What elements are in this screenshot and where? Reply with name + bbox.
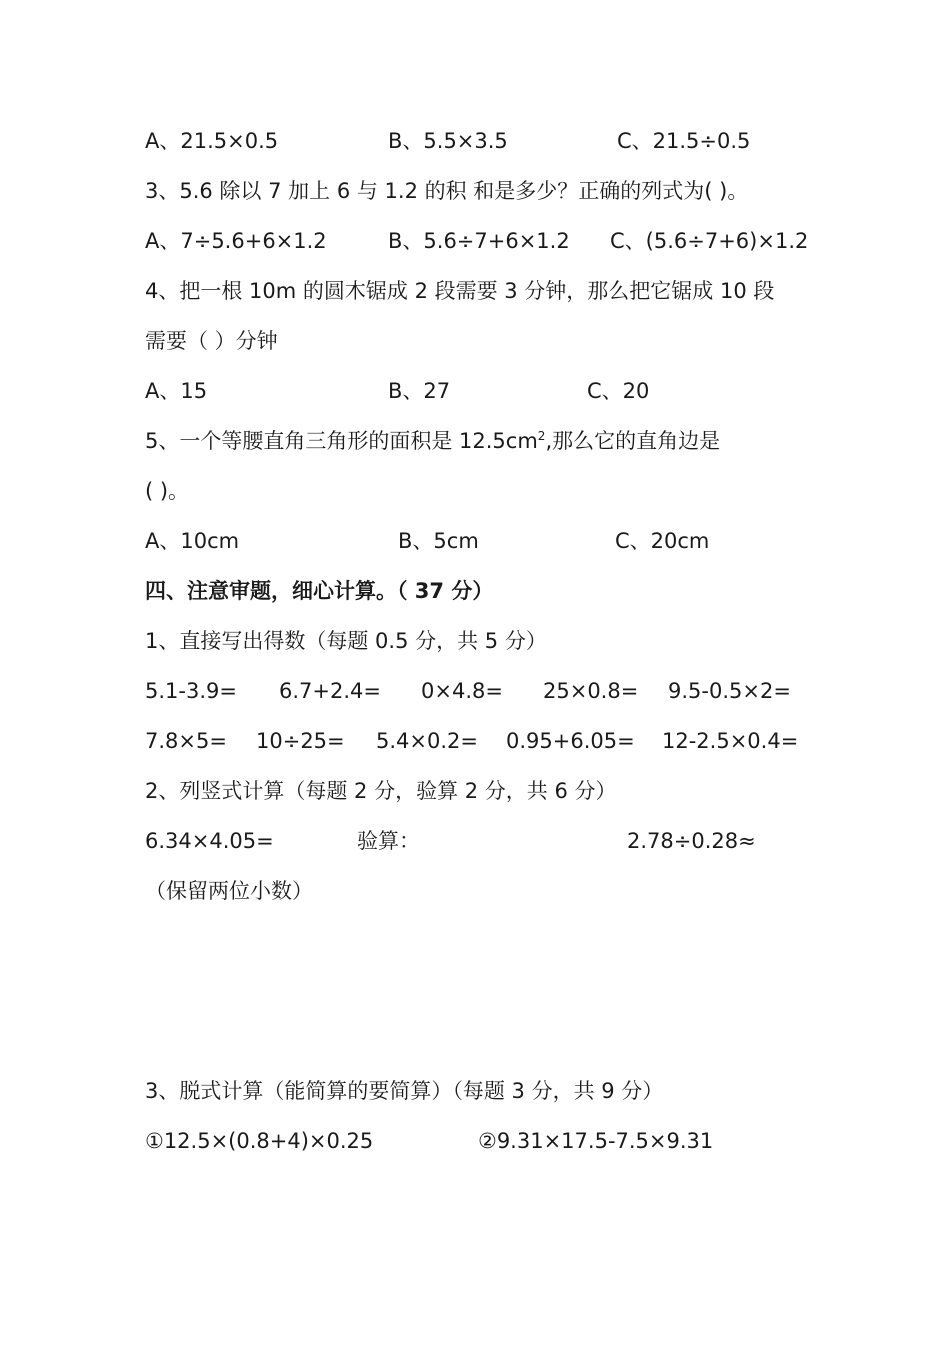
part-3-title: 3、脱式计算（能简算的要简算）（每题 3 分，共 9 分）	[145, 1079, 664, 1103]
question-4-option-b: B、27	[388, 379, 451, 403]
rounding-note: （保留两位小数）	[145, 879, 313, 903]
vertical-calc-item-2: 2.78÷0.28≈	[627, 829, 756, 853]
question-4-option-a: A、15	[145, 379, 208, 403]
calc-item: 5.4×0.2=	[376, 729, 478, 753]
question-5-option-a: A、10cm	[145, 529, 240, 553]
calc-item: 9.5-0.5×2=	[668, 679, 791, 703]
calc-item: 0.95+6.05=	[506, 729, 635, 753]
question-5-line2: ( )。	[145, 479, 190, 503]
option-a: A、21.5×0.5	[145, 129, 279, 153]
calc-item: 6.7+2.4=	[279, 679, 381, 703]
calc-item: 7.8×5=	[145, 729, 227, 753]
question-4-line2: 需要（ ）分钟	[145, 329, 278, 353]
question-5-line1	[145, 427, 720, 455]
option-c: C、21.5÷0.5	[617, 129, 751, 153]
calc-item: 25×0.8=	[543, 679, 639, 703]
calc-item: 0×4.8=	[421, 679, 503, 703]
calc-item: 10÷25=	[256, 729, 345, 753]
question-4-option-c: C、20	[587, 379, 650, 403]
question-3-option-b: B、5.6÷7+6×1.2	[388, 229, 570, 253]
part-2-title: 2、列竖式计算（每题 2 分，验算 2 分，共 6 分）	[145, 779, 617, 803]
check-label: 验算：	[357, 829, 420, 853]
section-4-heading: 四、注意审题，细心计算。（ 37 分）	[145, 579, 494, 603]
calc-item: 5.1-3.9=	[145, 679, 237, 703]
option-b: B、5.5×3.5	[388, 129, 508, 153]
question-5-superscript: 2	[537, 429, 546, 443]
question-5-option-b: B、5cm	[398, 529, 479, 553]
question-5-text-pre: 5、一个等腰直角三角形的面积是 12.5cm	[145, 429, 538, 453]
question-3-text: 3、5.6 除以 7 加上 6 与 1.2 的积 和是多少？正确的列式为( )。	[145, 179, 749, 203]
question-3-option-a: A、7÷5.6+6×1.2	[145, 229, 327, 253]
question-5-option-c: C、20cm	[615, 529, 710, 553]
question-4-line1: 4、把一根 10m 的圆木锯成 2 段需要 3 分钟，那么把它锯成 10 段	[145, 279, 775, 303]
stepwise-calc-item-1: ①12.5×(0.8+4)×0.25	[145, 1129, 374, 1153]
calc-item: 12-2.5×0.4=	[662, 729, 799, 753]
question-5-text-post: ,那么它的直角边是	[545, 429, 721, 453]
part-1-title: 1、直接写出得数（每题 0.5 分，共 5 分）	[145, 629, 547, 653]
question-3-option-c: C、(5.6÷7+6)×1.2	[610, 229, 809, 253]
stepwise-calc-item-2: ②9.31×17.5-7.5×9.31	[478, 1129, 714, 1153]
vertical-calc-item-1: 6.34×4.05=	[145, 829, 274, 853]
